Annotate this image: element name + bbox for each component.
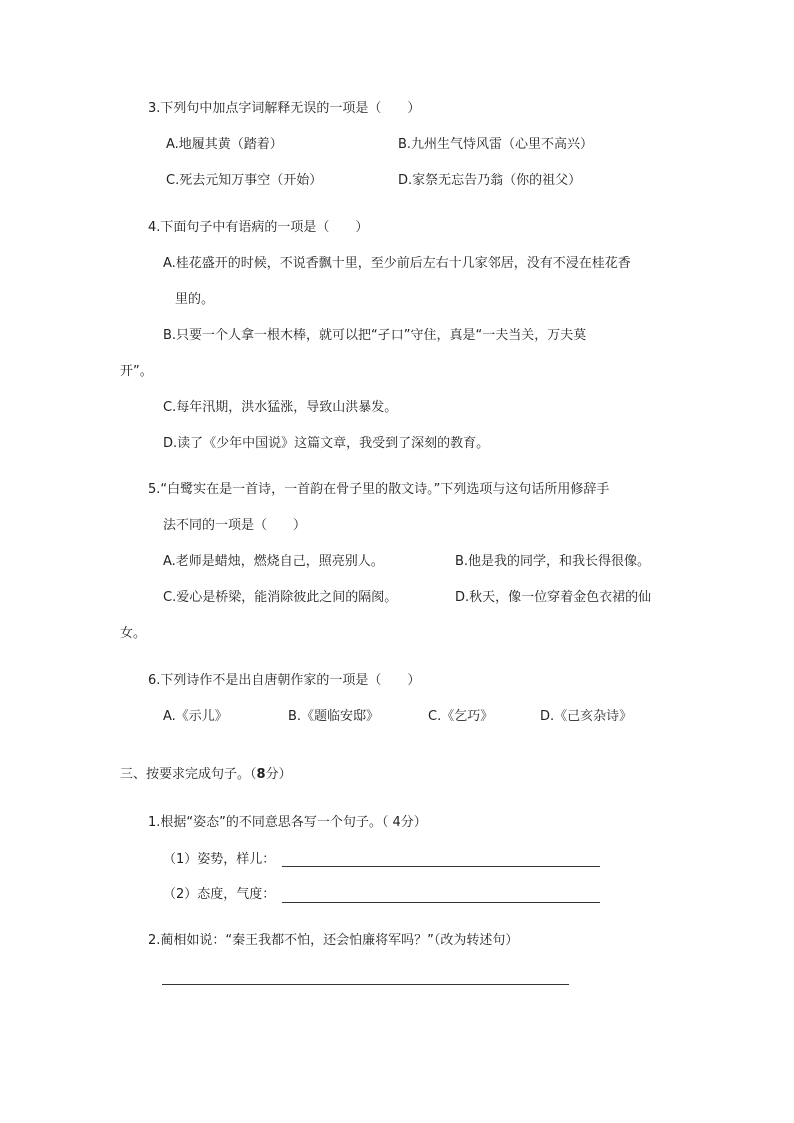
s3-q1-item1-label: （1）姿势，样儿： <box>163 852 276 867</box>
s3-q1-stem: 1.根据“姿态”的不同意思各写一个句子。（ 4分） <box>148 815 427 830</box>
q4-option-a-line2: 里的。 <box>175 292 215 307</box>
s3-q2-answer-line[interactable] <box>162 984 569 985</box>
q5-stem-line1: 5.“白鹭实在是一首诗，一首韵在骨子里的散文诗。”下列选项与这句话所用修辞手 <box>148 482 610 497</box>
q4-stem: 4.下面句子中有语病的一项是（ ） <box>148 220 369 235</box>
q5-option-d-line1: D.秋天，像一位穿着金色衣裙的仙 <box>455 590 652 605</box>
q3-option-d: D.家祭无忘告乃翁（你的祖父） <box>398 173 582 188</box>
q4-option-b-line1: B.只要一个人拿一根木棒，就可以把“孑口”守住，真是“一夫当关，万夫莫 <box>163 328 587 343</box>
q5-option-b: B.他是我的同学，和我长得很像。 <box>455 554 651 569</box>
q6-option-c: C.《乞巧》 <box>428 709 494 724</box>
section3-score: 8 <box>256 767 266 782</box>
q5-option-d-line2: 女。 <box>120 626 147 641</box>
section3-title-text: 三、按要求完成句子。（ <box>120 767 257 782</box>
q4-option-d: D.读了《少年中国说》这篇文章，我受到了深刻的教育。 <box>163 436 490 451</box>
q4-option-b-line2: 开”。 <box>120 364 153 379</box>
s3-q2-stem: 2.蔺相如说：“秦王我都不怕，还会怕廉将军吗？”（改为转述句） <box>148 933 519 948</box>
q5-stem-line2: 法不同的一项是（ ） <box>163 518 307 533</box>
q6-stem: 6.下列诗作不是出自唐朝作家的一项是（ ） <box>148 673 421 688</box>
q3-option-a: A.地履其黄（踏着） <box>166 137 283 152</box>
q6-option-a: A.《示儿》 <box>163 709 228 724</box>
s3-q1-item1-answer-line[interactable] <box>282 866 600 867</box>
q4-option-a-line1: A.桂花盛开的时候，不说香飘十里，至少前后左右十几家邻居，没有不浸在桂花香 <box>163 256 631 271</box>
q3-stem: 3.下列句中加点字词解释无误的一项是（ ） <box>148 101 421 116</box>
section3-title <box>120 767 292 783</box>
q3-option-c: C.死去元知万事空（开始） <box>166 173 323 188</box>
q6-option-d: D.《己亥杂诗》 <box>540 709 633 724</box>
q5-option-a: A.老师是蜡烛，燃烧自己，照亮别人。 <box>163 554 384 569</box>
q3-option-b: B.九州生气恃风雷（心里不高兴） <box>398 137 594 152</box>
s3-q1-item2-answer-line[interactable] <box>282 902 600 903</box>
q6-option-b: B.《题临安邸》 <box>288 709 380 724</box>
s3-q1-item2-label: （2）态度，气度： <box>163 887 276 902</box>
section3-title-end: 分） <box>265 767 292 782</box>
q5-option-c: C.爱心是桥梁，能消除彼此之间的隔阂。 <box>163 590 398 605</box>
q4-option-c: C.每年汛期，洪水猛涨，导致山洪暴发。 <box>163 400 398 415</box>
